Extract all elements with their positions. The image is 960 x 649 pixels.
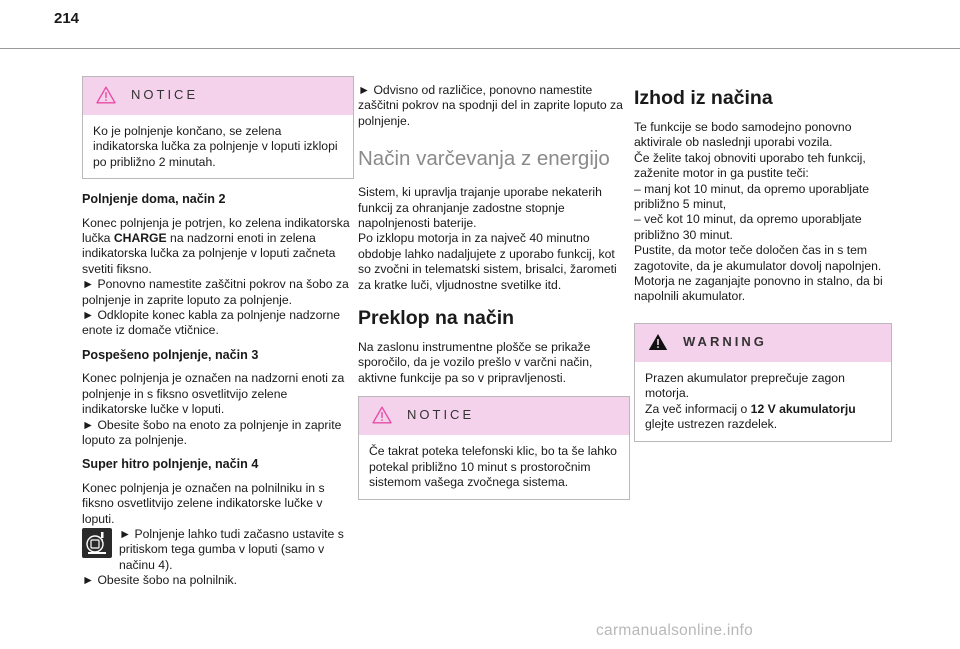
notice-box-header <box>83 77 353 115</box>
fast-step: ► Obesite šobo na enoto za polnjenje in zaprite loputo za polnjenje. <box>82 417 342 447</box>
warning-box <box>634 323 892 442</box>
header-divider <box>0 48 960 49</box>
home-step-2: ► Odklopite konec kabla za polnjenje nadzorne enote iz domače vtičnice. <box>82 308 341 338</box>
charge-stop-button-icon <box>82 528 112 558</box>
notice-text: Ko je polnjenje končano, se zelena indikatorska lučka za polnjenje v loputi izklopi po približno 2 minutah. <box>93 124 338 169</box>
column-middle <box>358 83 630 508</box>
warning-triangle-outline-icon <box>372 406 392 424</box>
super-fast-charging-text: Konec polnjenja je označen na polnilniku in s fiksno osvetlitvijo zelene indikatorske lučke v loputi. <box>82 480 325 526</box>
notice-2-text: Če takrat poteka telefonski klic, bo ta še lahko potekal približno 10 minut s prostoročnim sistemom vašega zvočnega sistema. <box>369 444 617 490</box>
warning-triangle-filled-icon <box>648 333 668 351</box>
exit-mode-heading: Izhod iz načina <box>634 87 773 109</box>
warning-triangle-outline-icon <box>96 86 116 104</box>
energy-saving-text: Sistem, ki upravlja trajanje uporabe nekaterih funkcij za ohranjanje zadostne stopnje napolnjenosti baterije. Po izklopu motorja in za največ 40 minutno obdobje lahko nadaljujete z uporabo funkcij, kot so zvočni in telematski sistem, brisalci, žarometi za kratke luči, vljudnostne svetilke itd. <box>358 185 617 292</box>
watermark: carmanualsonline.info <box>596 622 754 639</box>
home-step-1: ► Ponovno namestite zaščitni pokrov na šobo za polnjenje in zaprite loputo za polnjenje. <box>82 277 349 307</box>
notice-2-label: NOTICE <box>407 407 475 423</box>
super-fast-charging-heading: Super hitro polnjenje, način 4 <box>82 457 259 472</box>
switch-mode-text: Na zaslonu instrumentne plošče se prikaže sporočilo, da je vozilo prešlo v varčni način, aktivne funkcije pa so v pripravljenosti. <box>358 340 593 385</box>
cover-step: ► Odvisno od različice, ponovno namestite zaščitni pokrov na spodnji del in zaprite loputo za polnjenje. <box>358 83 623 128</box>
exit-mode-text: Te funkcije se bodo samodejno ponovno aktivirale ob naslednji uporabi vozila. Če želite takoj obnoviti uporabo teh funkcij, zaženite motor in ga pustite teči: – manj kot 10 minut, da opremo uporabljate približno 5 minut, – več kot 10 minut, da opremo uporabljate približno 30 minut. Pustite, da motor teče določen čas in s tem zagotovite, da je akumulator dovolj napolnjen. Motorja ne zaganjajte ponovno in stalno, da bi napolnili akumulator. <box>634 120 883 304</box>
column-right <box>634 80 892 450</box>
notice-label: NOTICE <box>131 87 199 102</box>
notice-box-2 <box>358 396 630 499</box>
super-step-1-row <box>82 527 354 573</box>
column-left <box>82 76 354 598</box>
page-number: 214 <box>54 10 80 27</box>
super-step-1: ► Polnjenje lahko tudi začasno ustavite s pritiskom tega gumba v loputi (samo v načinu 4). <box>119 526 344 572</box>
warning-label: WARNING <box>683 333 767 349</box>
notice-box-2-header <box>359 397 629 435</box>
switch-mode-heading: Preklop na način <box>358 307 515 330</box>
home-charging-heading: Polnjenje doma, način 2 <box>82 192 226 207</box>
notice-box <box>82 76 354 179</box>
energy-saving-heading: Način varčevanja z energijo <box>358 147 610 171</box>
battery-keyword: 12 V akumulatorju <box>750 401 856 416</box>
warning-text: Prazen akumulator preprečuje zagon motorja. Za več informacij o 12 V akumulatorju glejte ustrezen razdelek. <box>645 370 856 432</box>
super-step-2: ► Obesite šobo na polnilnik. <box>82 573 238 588</box>
home-charging-text: Konec polnjenja je potrjen, ko zelena indikatorska lučka CHARGE na nadzorni enoti in zelena indikatorska lučka za polnjenje v loputi začneta svetiti fiksno. <box>82 215 350 276</box>
fast-charging-text: Konec polnjenja je označen na nadzorni enoti za polnjenje in s fiksno osvetlitvijo zelene indikatorske lučke v loputi. <box>82 371 345 417</box>
charge-keyword: CHARGE <box>113 231 167 246</box>
fast-charging-heading: Pospešeno polnjenje, način 3 <box>82 347 259 362</box>
warning-box-header <box>635 324 891 362</box>
